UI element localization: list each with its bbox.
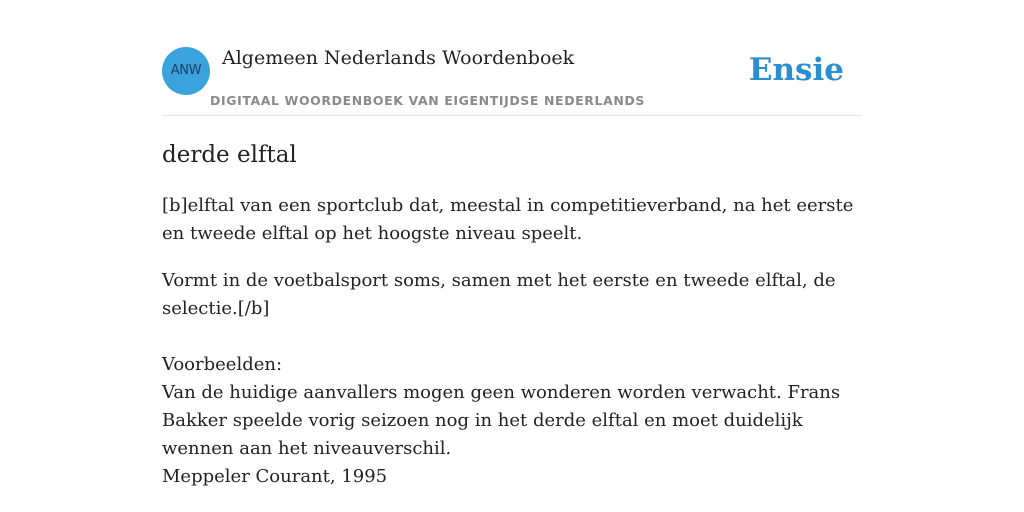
site-header bbox=[162, 0, 862, 116]
site-subtitle: DIGITAAL WOORDENBOEK VAN EIGENTIJDSE NEDERLANDS bbox=[210, 93, 646, 108]
example-text: Van de huidige aanvallers mogen geen wonderen worden verwacht. Frans Bakker speelde vorig seizoen nog in het derde elftal en moet duidelijk wennen aan het niveauverschil. bbox=[162, 382, 841, 459]
example-source: Meppeler Courant, 1995 bbox=[162, 466, 388, 487]
site-title[interactable]: Algemeen Nederlands Woordenboek bbox=[222, 47, 575, 69]
anw-logo[interactable]: ANW bbox=[162, 47, 210, 95]
examples-label: Voorbeelden: bbox=[162, 354, 283, 375]
page bbox=[162, 0, 862, 512]
examples-section bbox=[162, 351, 862, 491]
entry-note: Vormt in de voetbalsport soms, samen met het eerste en tweede elftal, de selectie.[/b] bbox=[162, 270, 836, 319]
entry-title: derde elftal bbox=[162, 142, 297, 168]
ensie-brand-logo[interactable]: Ensie bbox=[748, 52, 844, 88]
entry-definition: [b]elftal van een sportclub dat, meestal in competitieverband, na het eerste en tweede elftal op het hoogste niveau speelt. bbox=[162, 195, 854, 244]
